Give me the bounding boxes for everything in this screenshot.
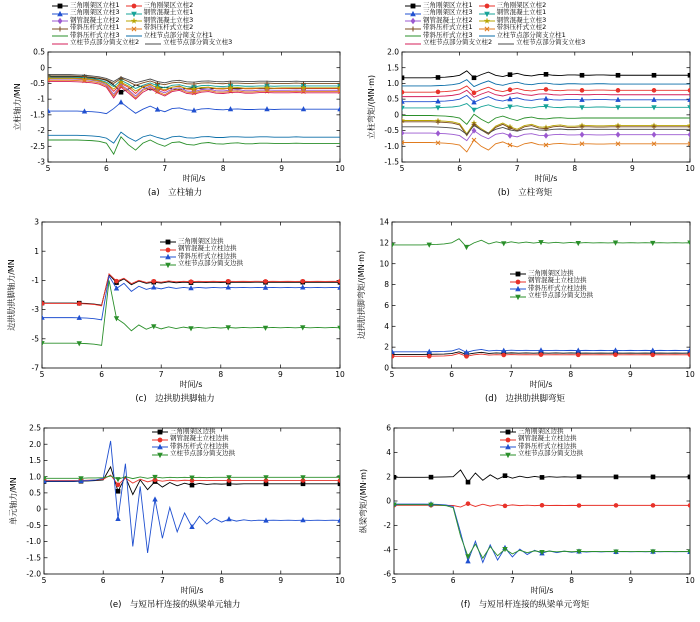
legend-swatch-icon bbox=[126, 10, 142, 17]
legend-swatch-icon bbox=[126, 32, 142, 39]
y-axis-label: 立柱轴力/MN bbox=[13, 83, 22, 131]
svg-text:2.5: 2.5 bbox=[29, 423, 41, 433]
legend-e bbox=[152, 428, 241, 458]
legend-swatch-icon bbox=[152, 428, 168, 435]
svg-text:8: 8 bbox=[572, 164, 578, 173]
svg-text:-1.0: -1.0 bbox=[384, 141, 399, 151]
svg-text:0: 0 bbox=[384, 363, 389, 373]
svg-text:7: 7 bbox=[160, 576, 165, 585]
legend-label: 带斜压杆式立柱2 bbox=[496, 23, 547, 32]
svg-text:-2: -2 bbox=[383, 520, 391, 530]
legend-b bbox=[405, 2, 591, 47]
svg-text:-1: -1 bbox=[31, 276, 39, 285]
legend-swatch-icon bbox=[510, 285, 526, 292]
legend-swatch-icon bbox=[479, 25, 495, 32]
svg-text:-0.5: -0.5 bbox=[26, 520, 41, 530]
legend-swatch-icon bbox=[52, 25, 68, 32]
svg-text:-3: -3 bbox=[37, 157, 45, 167]
svg-text:8: 8 bbox=[568, 370, 574, 379]
legend-item bbox=[152, 450, 235, 457]
legend-item bbox=[500, 450, 583, 457]
svg-text:10: 10 bbox=[335, 370, 345, 379]
y-axis-label: 立柱弯矩/(MN·m) bbox=[367, 74, 376, 140]
legend-label: 三角刚架区边拱 bbox=[518, 427, 564, 435]
svg-text:4: 4 bbox=[386, 447, 391, 457]
legend-label: 立柱节点部分简支边拱 bbox=[528, 291, 593, 300]
x-axis-label: 时间/s bbox=[180, 586, 204, 595]
legend-swatch-icon bbox=[145, 40, 161, 47]
legend-label: 三角刚架区立柱3 bbox=[423, 8, 473, 17]
svg-text:6: 6 bbox=[457, 164, 462, 173]
svg-text:0.5: 0.5 bbox=[33, 47, 45, 57]
legend-swatch-icon bbox=[52, 2, 68, 9]
svg-text:7: 7 bbox=[158, 370, 164, 379]
legend-item bbox=[498, 39, 585, 46]
svg-text:6: 6 bbox=[386, 423, 391, 433]
x-axis-label: 时间/s bbox=[530, 586, 554, 595]
panel-caption: (d) 边拱肋拱脚弯矩 bbox=[484, 394, 566, 404]
svg-text:-5: -5 bbox=[31, 334, 39, 344]
svg-text:6: 6 bbox=[449, 370, 454, 379]
legend-label: 带斜压杆式立柱边拱 bbox=[528, 283, 587, 292]
chart-panel-a bbox=[0, 0, 350, 210]
legend-item bbox=[145, 39, 232, 46]
legend-label: 三角刚架区立柱3 bbox=[70, 8, 120, 17]
svg-text:2: 2 bbox=[384, 342, 389, 352]
svg-text:7: 7 bbox=[514, 164, 520, 173]
svg-text:10: 10 bbox=[335, 164, 345, 173]
legend-label: 立柱节点部分简支立柱2 bbox=[70, 38, 140, 47]
svg-text:5: 5 bbox=[399, 164, 405, 173]
svg-text:0: 0 bbox=[36, 504, 41, 514]
svg-text:-2.5: -2.5 bbox=[30, 141, 45, 151]
legend-swatch-icon bbox=[479, 17, 495, 24]
legend-label: 带斜压杆式立柱3 bbox=[423, 30, 473, 39]
legend-f bbox=[500, 428, 589, 458]
svg-text:1.5: 1.5 bbox=[29, 456, 41, 466]
svg-text:10: 10 bbox=[335, 576, 345, 585]
svg-text:-2: -2 bbox=[37, 126, 45, 136]
legend-label: 带斜压杆式立柱边拱 bbox=[170, 441, 229, 450]
y-axis-label: 边拱肋拱脚轴力/MN bbox=[7, 259, 16, 331]
chart-panel-b bbox=[350, 0, 700, 210]
legend-swatch-icon bbox=[405, 40, 421, 47]
x-axis-label: 时间/s bbox=[179, 380, 203, 389]
svg-text:5: 5 bbox=[391, 576, 397, 585]
legend-swatch-icon bbox=[152, 443, 168, 450]
legend-swatch-icon bbox=[160, 261, 176, 268]
legend-label: 钢管混凝土立柱3 bbox=[496, 15, 547, 24]
chart-panel-e bbox=[0, 416, 350, 622]
svg-text:0.5: 0.5 bbox=[29, 488, 41, 498]
panel-caption: (e) 与短吊杆连接的纵梁单元轴力 bbox=[109, 600, 241, 610]
svg-text:4: 4 bbox=[384, 321, 389, 331]
x-axis-label: 时间/s bbox=[529, 380, 553, 389]
svg-text:5: 5 bbox=[45, 164, 51, 173]
svg-text:2: 2 bbox=[386, 472, 391, 482]
y-axis-label: 单元轴力/MN bbox=[9, 477, 18, 525]
svg-text:10: 10 bbox=[379, 259, 389, 269]
legend-swatch-icon bbox=[152, 436, 168, 443]
svg-text:6: 6 bbox=[384, 301, 389, 311]
svg-text:-3: -3 bbox=[31, 305, 39, 315]
legend-label: 钢管混凝土立柱边拱 bbox=[170, 434, 229, 443]
svg-text:9: 9 bbox=[279, 164, 284, 173]
svg-text:1.0: 1.0 bbox=[387, 79, 399, 89]
legend-label: 立柱节点部分简支边拱 bbox=[170, 449, 235, 458]
svg-text:8: 8 bbox=[384, 280, 389, 290]
legend-label: 三角刚架区立柱1 bbox=[70, 1, 120, 9]
legend-swatch-icon bbox=[152, 451, 168, 458]
legend-swatch-icon bbox=[52, 40, 68, 47]
svg-text:8: 8 bbox=[219, 576, 224, 585]
legend-swatch-icon bbox=[500, 436, 516, 443]
svg-text:-1.5: -1.5 bbox=[384, 157, 399, 167]
legend-label: 钢管混凝土立柱边拱 bbox=[518, 434, 577, 443]
legend-a bbox=[52, 2, 238, 47]
svg-text:2.0: 2.0 bbox=[387, 47, 399, 57]
legend-swatch-icon bbox=[405, 32, 421, 39]
legend-swatch-icon bbox=[126, 17, 142, 24]
legend-label: 立柱节点部分简支立柱1 bbox=[143, 30, 213, 39]
legend-swatch-icon bbox=[405, 2, 421, 9]
legend-swatch-icon bbox=[405, 25, 421, 32]
legend-swatch-icon bbox=[510, 293, 526, 300]
svg-text:-0.5: -0.5 bbox=[30, 79, 45, 89]
svg-text:7: 7 bbox=[508, 370, 514, 379]
svg-text:12: 12 bbox=[379, 238, 389, 248]
svg-text:8: 8 bbox=[218, 370, 224, 379]
svg-text:6: 6 bbox=[104, 164, 109, 173]
legend-label: 立柱节点部分简支立柱1 bbox=[496, 30, 566, 39]
svg-text:14: 14 bbox=[379, 217, 389, 227]
y-axis-label: 边拱肋拱脚弯矩/(MN·m) bbox=[357, 250, 366, 340]
legend-label: 立柱节点部分简支立柱3 bbox=[163, 38, 233, 47]
svg-text:-7: -7 bbox=[31, 363, 39, 373]
legend-label: 三角刚架区立柱2 bbox=[143, 1, 194, 9]
svg-text:-2.0: -2.0 bbox=[26, 569, 41, 579]
legend-label: 带斜压杆式立柱3 bbox=[70, 30, 120, 39]
svg-text:3: 3 bbox=[34, 217, 39, 227]
svg-text:6: 6 bbox=[99, 370, 104, 379]
legend-c bbox=[160, 238, 249, 268]
legend-label: 钢管混凝土立柱1 bbox=[143, 8, 194, 17]
svg-text:0: 0 bbox=[386, 496, 391, 506]
svg-text:10: 10 bbox=[685, 370, 695, 379]
panel-caption: (f) 与短吊杆连接的纵梁单元弯矩 bbox=[460, 600, 590, 610]
legend-label: 钢管混凝土立柱1 bbox=[496, 8, 547, 17]
legend-label: 带斜压杆式立柱1 bbox=[423, 23, 473, 32]
svg-text:0: 0 bbox=[40, 63, 45, 73]
svg-text:9: 9 bbox=[628, 370, 633, 379]
svg-text:5: 5 bbox=[389, 370, 395, 379]
svg-text:9: 9 bbox=[630, 164, 635, 173]
legend-item bbox=[510, 292, 593, 299]
svg-text:-1.0: -1.0 bbox=[26, 537, 41, 547]
svg-text:7: 7 bbox=[510, 576, 515, 585]
y-axis-label: 纵梁弯矩/(MN·m) bbox=[359, 468, 368, 534]
legend-swatch-icon bbox=[500, 428, 516, 435]
panel-caption: (c) 边拱肋拱脚轴力 bbox=[135, 394, 215, 404]
svg-text:-1: -1 bbox=[37, 94, 45, 104]
svg-text:8: 8 bbox=[569, 576, 574, 585]
svg-text:1.5: 1.5 bbox=[387, 63, 399, 73]
svg-text:-1.5: -1.5 bbox=[30, 110, 45, 120]
legend-label: 三角刚架区立柱2 bbox=[496, 1, 547, 9]
x-axis-label: 时间/s bbox=[182, 174, 206, 183]
svg-text:1.0: 1.0 bbox=[29, 472, 41, 482]
svg-text:-4: -4 bbox=[383, 545, 391, 555]
legend-swatch-icon bbox=[160, 246, 176, 253]
legend-swatch-icon bbox=[510, 270, 526, 277]
legend-swatch-icon bbox=[126, 2, 142, 9]
legend-swatch-icon bbox=[498, 40, 514, 47]
legend-swatch-icon bbox=[52, 10, 68, 17]
chart-panel-d bbox=[350, 210, 700, 416]
svg-text:-1.5: -1.5 bbox=[26, 553, 41, 563]
legend-label: 立柱节点部分简支边拱 bbox=[178, 259, 243, 268]
svg-text:9: 9 bbox=[278, 576, 284, 585]
panel-caption: (a) 立柱轴力 bbox=[147, 188, 203, 198]
legend-swatch-icon bbox=[500, 451, 516, 458]
legend-item bbox=[405, 39, 492, 46]
chart-panel-c bbox=[0, 210, 350, 416]
legend-swatch-icon bbox=[52, 17, 68, 24]
svg-text:2.0: 2.0 bbox=[29, 439, 41, 449]
svg-text:9: 9 bbox=[628, 576, 634, 585]
svg-text:10: 10 bbox=[685, 576, 695, 585]
legend-d bbox=[510, 270, 599, 300]
svg-text:7: 7 bbox=[162, 164, 168, 173]
legend-label: 三角刚架区边拱 bbox=[170, 427, 216, 435]
legend-label: 三角刚架区边拱 bbox=[178, 237, 224, 245]
legend-swatch-icon bbox=[479, 2, 495, 9]
svg-text:8: 8 bbox=[220, 164, 226, 173]
legend-swatch-icon bbox=[405, 17, 421, 24]
svg-text:5: 5 bbox=[39, 370, 45, 379]
legend-label: 钢管混凝土立柱2 bbox=[423, 15, 473, 24]
legend-label: 立柱节点部分简支立柱2 bbox=[423, 38, 493, 47]
svg-text:-6: -6 bbox=[383, 569, 391, 579]
svg-text:9: 9 bbox=[278, 370, 283, 379]
legend-label: 钢管混凝土立柱边拱 bbox=[178, 244, 237, 253]
legend-label: 立柱节点部分简支立柱3 bbox=[516, 38, 586, 47]
svg-text:6: 6 bbox=[100, 576, 106, 585]
svg-text:-0.5: -0.5 bbox=[384, 126, 399, 136]
legend-swatch-icon bbox=[52, 32, 68, 39]
legend-label: 带斜压杆式立柱边拱 bbox=[178, 251, 237, 260]
legend-item bbox=[160, 260, 243, 267]
legend-swatch-icon bbox=[405, 10, 421, 17]
svg-text:6: 6 bbox=[450, 576, 456, 585]
legend-label: 钢管混凝土立柱边拱 bbox=[528, 276, 587, 285]
legend-swatch-icon bbox=[479, 32, 495, 39]
legend-label: 带斜压杆式立柱边拱 bbox=[518, 441, 577, 450]
svg-text:10: 10 bbox=[685, 164, 695, 173]
legend-swatch-icon bbox=[126, 25, 142, 32]
legend-swatch-icon bbox=[160, 253, 176, 260]
legend-label: 钢管混凝土立柱3 bbox=[143, 15, 194, 24]
legend-item bbox=[52, 39, 139, 46]
svg-text:5: 5 bbox=[41, 576, 47, 585]
legend-label: 带斜压杆式立柱1 bbox=[70, 23, 120, 32]
legend-label: 三角刚架区边拱 bbox=[528, 269, 574, 277]
panel-caption: (b) 立柱弯矩 bbox=[497, 188, 553, 198]
legend-swatch-icon bbox=[500, 443, 516, 450]
x-axis-label: 时间/s bbox=[534, 174, 558, 183]
svg-text:0: 0 bbox=[394, 110, 399, 120]
legend-swatch-icon bbox=[479, 10, 495, 17]
legend-label: 三角刚架区立柱1 bbox=[423, 1, 473, 9]
chart-panel-f bbox=[350, 416, 700, 622]
legend-label: 带斜压杆式立柱2 bbox=[143, 23, 194, 32]
svg-text:0.5: 0.5 bbox=[387, 94, 399, 104]
legend-label: 钢管混凝土立柱2 bbox=[70, 15, 120, 24]
svg-text:1: 1 bbox=[34, 246, 39, 256]
legend-swatch-icon bbox=[160, 238, 176, 245]
legend-swatch-icon bbox=[510, 278, 526, 285]
legend-label: 立柱节点部分简支边拱 bbox=[518, 449, 583, 458]
